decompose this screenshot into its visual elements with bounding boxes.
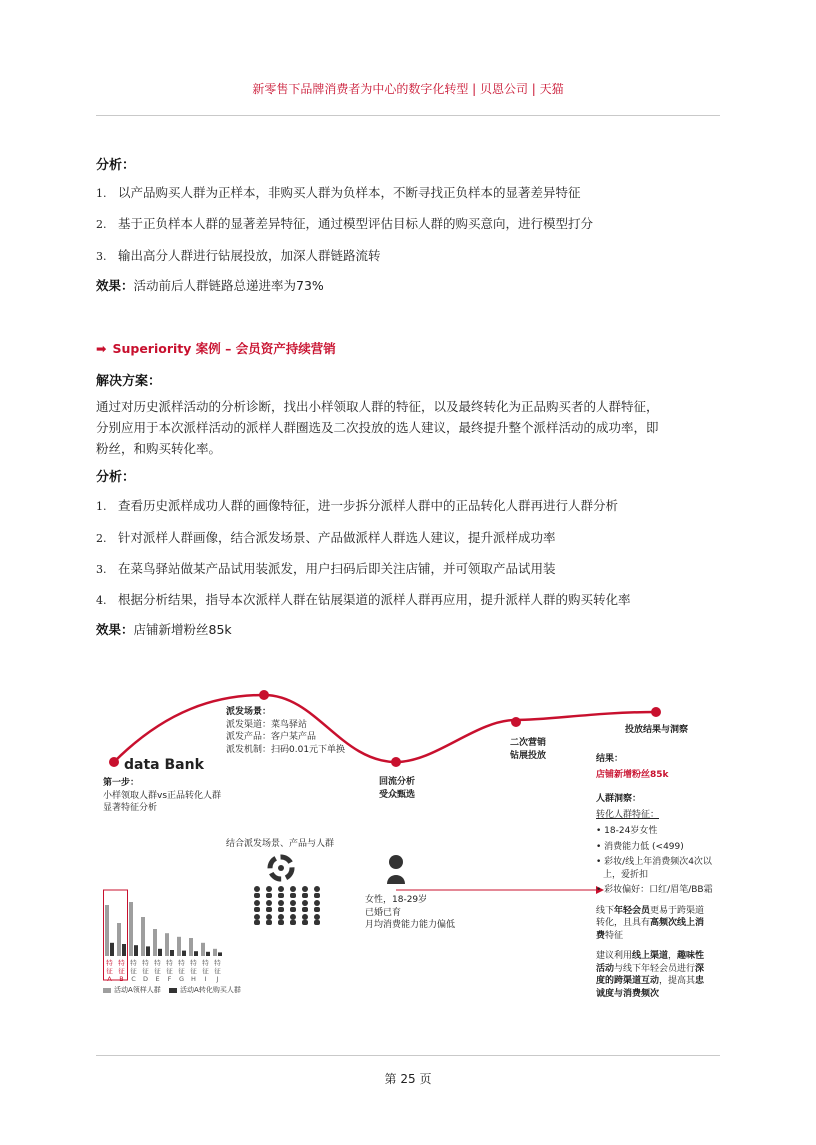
analysis-heading-1: 分析： [96,158,136,173]
analysis-item-2-3: 3. 在菜鸟驿站做某产品试用装派发，用户扫码后即关注店铺，并可领取产品试用装 [96,561,556,576]
bar-b-8 [206,952,210,956]
bar-a-4 [153,929,157,956]
bar-b-1 [122,944,126,956]
analysis-item-2-4: 4. 根据分析结果，指导本次派样人群在钻展渠道的派样人群再应用，提升派样人群的购买转化率 [96,592,631,607]
effect-line-1: 效果：活动前后人群链路总递进率为73% [96,278,324,293]
journey-node-dispatch [259,690,269,700]
analysis-item-1-2: 2. 基于正负样本人群的显著差异特征，通过模型评估目标人群的购买意向，进行模型打分 [96,216,594,231]
cycle-icon [270,857,292,879]
bar-a-0 [105,905,109,956]
bar-b-3 [146,946,150,956]
analysis-heading-2: 分析： [96,470,136,485]
bar-b-4 [158,949,162,956]
header-rule [96,115,720,116]
step1-block: 第一步： 小样领取人群vs正品转化人群 显著特征分析 [103,778,222,813]
footer-rule [96,1055,720,1056]
bar-a-7 [189,938,193,956]
category-label-6: 特征 G [178,959,185,983]
bar-b-5 [170,950,174,956]
person-icon [387,855,405,884]
dispatch-block: 派发场景： 派发渠道：菜鸟驿站 派发产品：客户某产品 派发机制：扫码0.01元下单换 [226,707,346,755]
analysis-item-1-1: 1. 以产品购买人群为正样本，非购买人群为负样本，不断寻找正负样本的显著差异特征 [96,185,581,200]
category-label-7: 特征 H [190,959,197,983]
bar-a-8 [201,943,205,956]
databank-logo: data Bank [124,757,204,773]
arrow-right-icon: ➡ [96,341,107,356]
journey-node-second [511,717,521,727]
bar-a-3 [141,917,145,956]
bar-b-2 [134,945,138,956]
combine-label: 结合派发场景、产品与人群 [226,839,335,849]
category-label-8: 特征 I [202,959,209,983]
bar-a-2 [129,902,133,956]
bar-b-6 [182,951,186,956]
bar-b-7 [194,951,198,956]
bar-a-6 [177,937,181,956]
chart-legend: 活动A领样人群 活动A转化购买人群 [103,985,241,995]
analysis-item-2-1: 1. 查看历史派样成功人群的画像特征，进一步拆分派样人群中的正品转化人群再进行人群分析 [96,498,619,513]
results-panel: 结果： 店铺新增粉丝85k 人群洞察： 转化人群特征： • 18-24岁女性 • 消费能力低 (<499) • 彩妆/线上年消费频次4次以 上，爱折扣 • 彩妆偏好：口红/眉笔/BB霜 线下年轻会员更易于跨渠道 转化，且具有高频次线上消 费特征 建议利用线上渠道，趣味性 活动与线下年轻会员进行深 度的跨渠道互动，提高其忠 诚度与消费频次 [596,754,713,999]
category-label-3: 特征 D [142,959,149,983]
bar-b-0 [110,943,114,956]
category-label-9: 特征 J [214,959,221,983]
solution-heading: 解决方案： [96,374,162,389]
legend-swatch-b [169,988,177,993]
category-label-4: 特征 E [154,959,161,983]
effect-line-2: 效果：店铺新增粉丝85k [96,622,232,637]
analysis-item-2-2: 2. 针对派样人群画像，结合派发场景、产品做派样人群选人建议，提升派样成功率 [96,530,556,545]
category-label-2: 特征 C [130,959,137,983]
category-label-0: 特征 A [106,959,113,983]
persona-block: 女性，18-29岁 已婚已育 月均消费能力能力偏低 [365,895,456,930]
case-title: ➡ Superiority 案例 – 会员资产持续营销 [96,341,336,356]
results-title: 投放结果与洞察 [625,725,689,735]
bar-a-9 [213,949,217,956]
second-marketing-block: 二次营销 钻展投放 [510,738,547,761]
analysis-item-1-3: 3. 输出高分人群进行钻展投放，加深人群链路流转 [96,248,381,263]
user-group-icon [252,885,322,929]
category-label-1: 特征 B [118,959,125,983]
journey-node-result [651,707,661,717]
feature-bar-chart [103,888,233,983]
reflow-block: 回流分析 受众甄选 [379,777,416,800]
bar-a-5 [165,933,169,956]
solution-paragraph: 通过对历史派样活动的分析诊断，找出小样领取人群的特征，以及最终转化为正品购买者的人群特征， 分别应用于本次派样活动的派样人群圈选及二次投放的选人建议，最终提升整个派样活动的成功率，即 粉丝，和购买转化率。 [96,399,659,456]
page-header: 新零售下品牌消费者为中心的数字化转型 | 贝恩公司 | 天猫 [252,82,564,96]
legend-swatch-a [103,988,111,993]
journey-node-start [109,757,119,767]
journey-curve [114,695,656,762]
category-label-5: 特征 F [166,959,173,983]
bar-b-9 [218,952,222,956]
bar-a-1 [117,923,121,956]
journey-node-reflow [391,757,401,767]
page-number: 第 25 页 [384,1072,432,1086]
